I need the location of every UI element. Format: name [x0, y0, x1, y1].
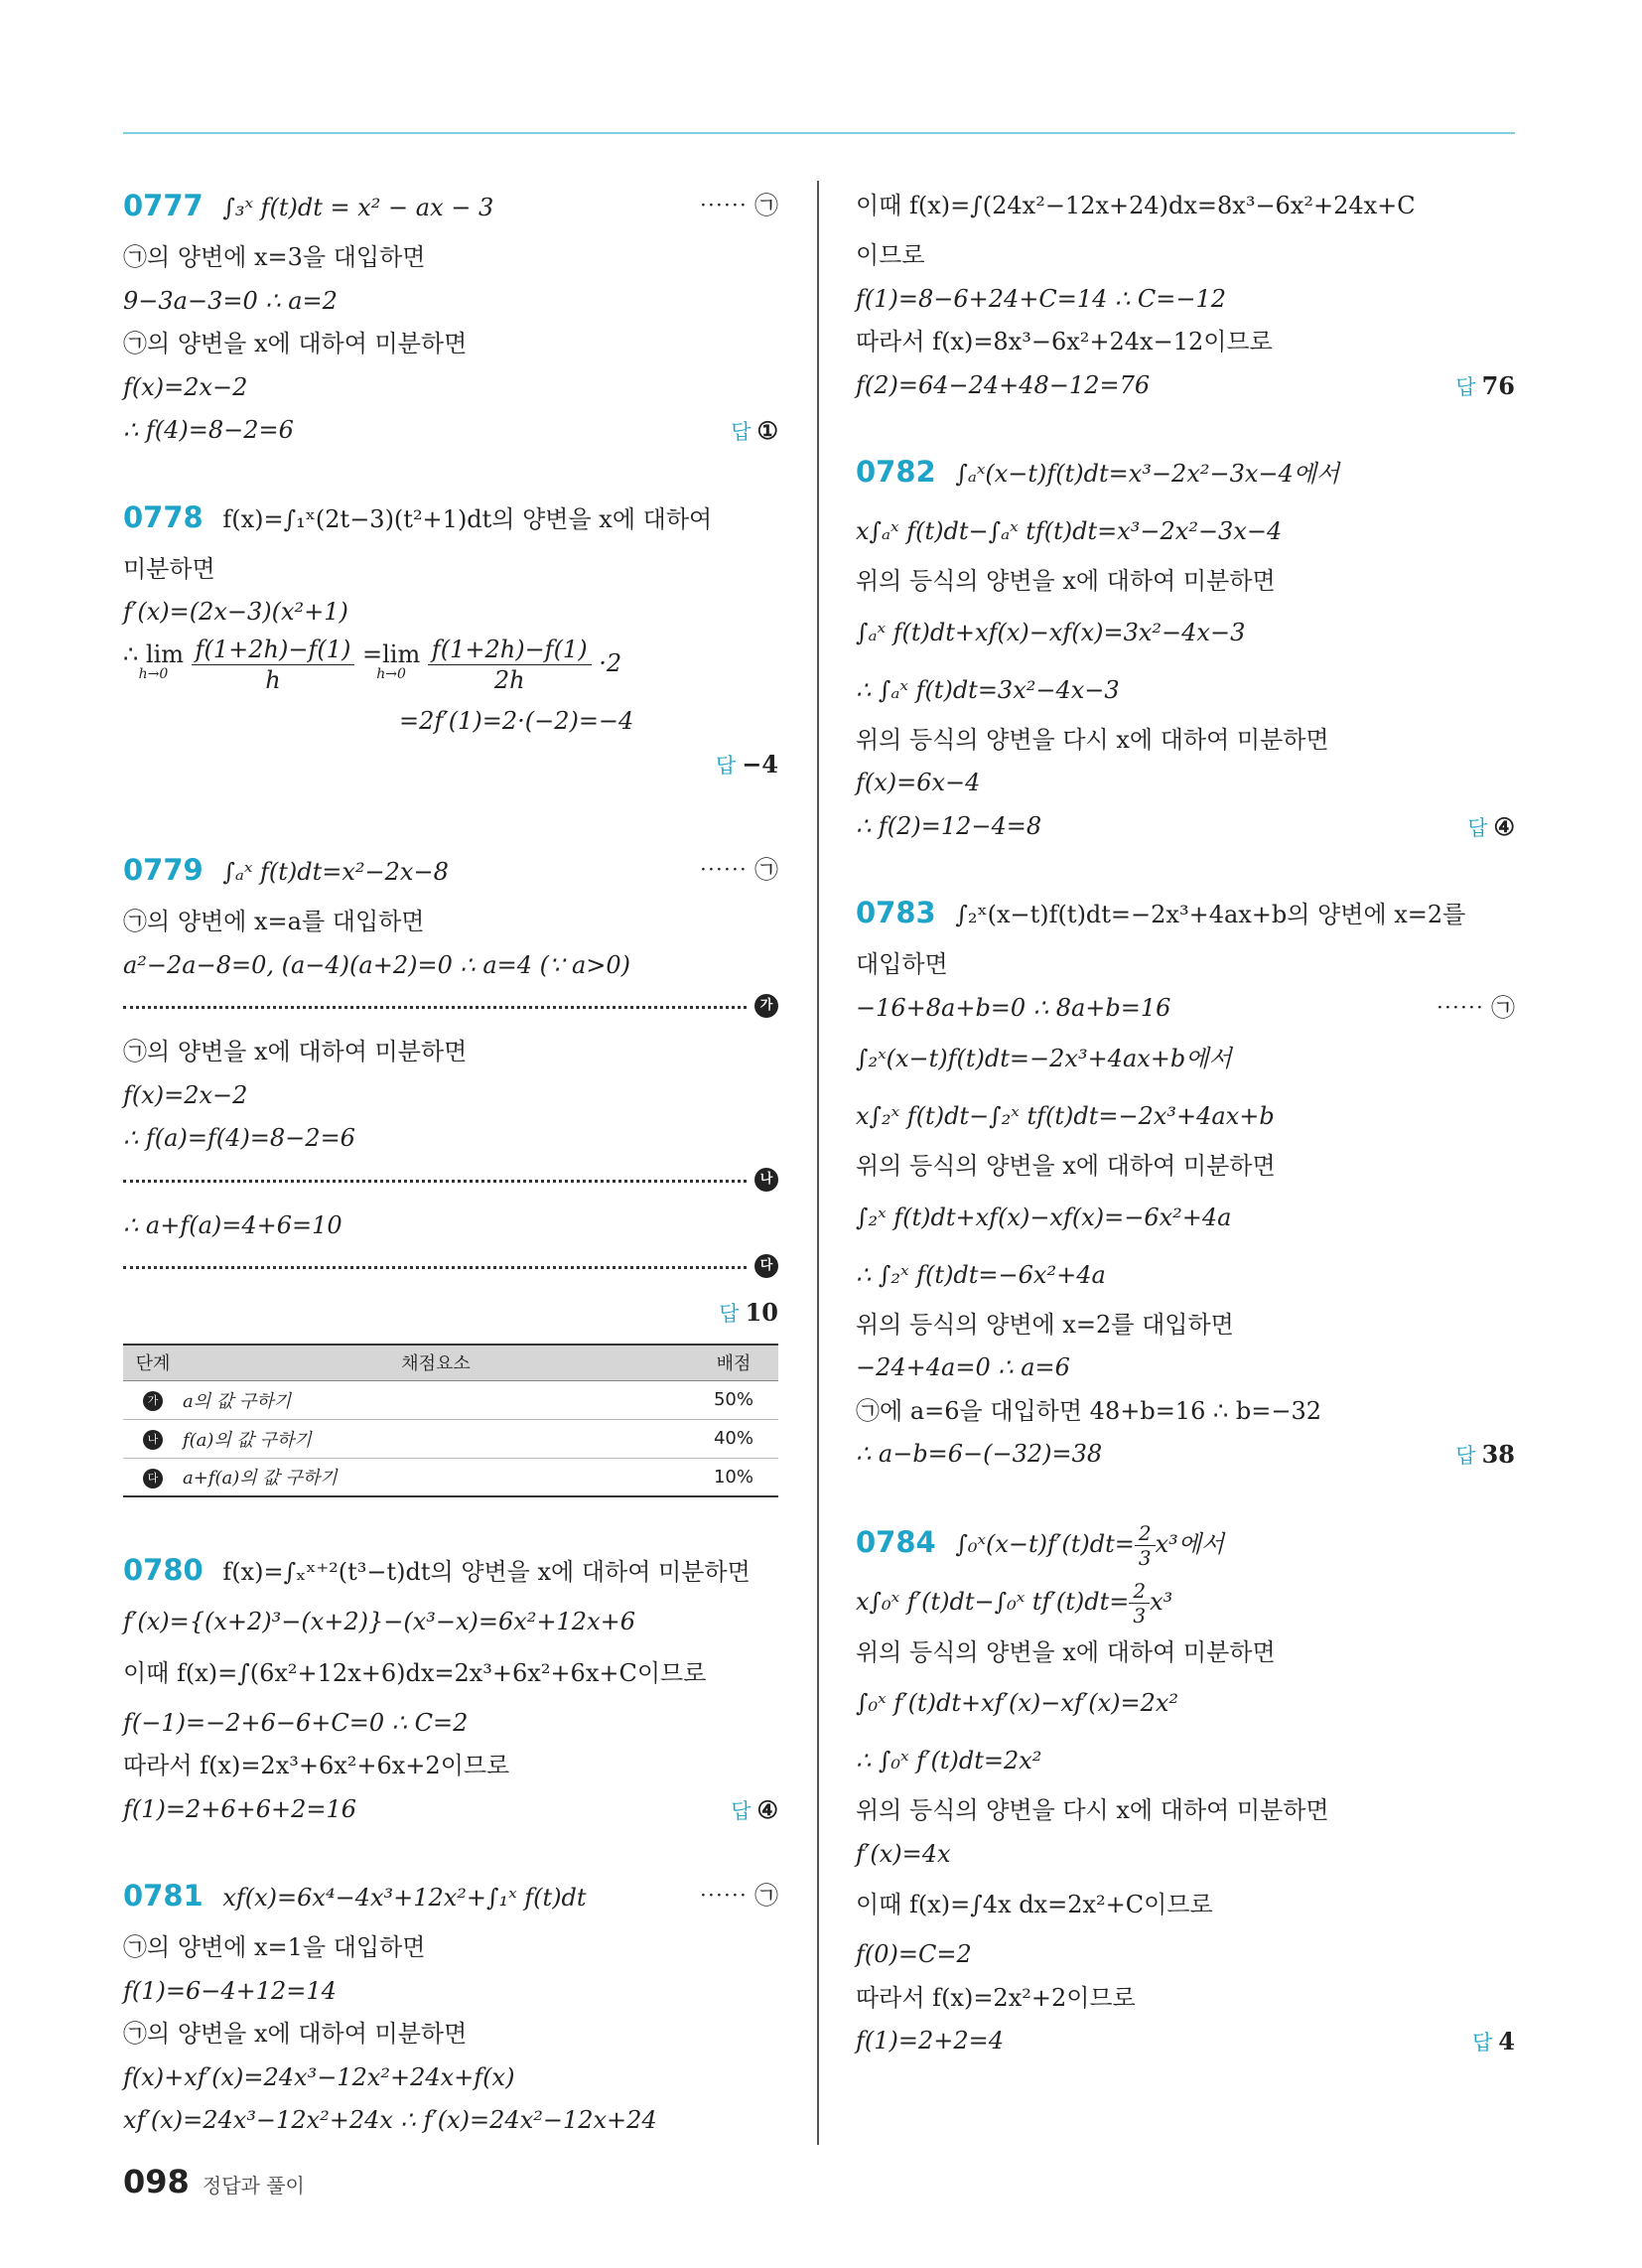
footer-title: 정답과 풀이 [202, 2174, 305, 2197]
answer [1472, 2020, 1515, 2065]
solution-line: f(2)=64−24+48−12=76 [856, 370, 1151, 399]
answer [716, 743, 778, 788]
ref-marker: ⋯⋯ ㉠ [699, 192, 778, 219]
solution-line: 위의 등식의 양변을 다시 x에 대하여 미분하면 [856, 1796, 1329, 1824]
step-marker: 가 [143, 1391, 163, 1411]
problem-number: 0779 [123, 853, 204, 887]
solution-line: f(x)=2x−2 [123, 1080, 248, 1109]
table-header: 채점요소 [183, 1345, 689, 1380]
limit-operator: =lim h→0 [362, 640, 421, 682]
solution-line: 이때 f(x)=∫(24x²−12x+24)dx=8x³−6x²+24x+C [856, 192, 1416, 219]
answer-label: 답 [731, 420, 752, 444]
table-cell: a의 값 구하기 [183, 1380, 689, 1419]
table-header: 단계 [123, 1345, 183, 1380]
solution-line: ∴ a−b=6−(−32)=38 [856, 1440, 1103, 1468]
solution-line: 이므로 [856, 241, 925, 269]
table-cell: a+f(a)의 값 구하기 [183, 1458, 689, 1496]
solution-line: 미분하면 [123, 554, 215, 583]
problem-number: 0783 [856, 896, 936, 929]
solution-line: f(1)=2+2=4 [856, 2027, 1005, 2055]
fraction: $\frac{f(1+2h)-f(1)}{h}$ [192, 635, 355, 695]
solution-line: x∫₂ˣ f(t)dt−∫₂ˣ tf(t)dt=−2x³+4ax+b [856, 1102, 1275, 1130]
equation: ∫ₐˣ(x−t)f(t)dt=x³−2x²−3x−4에서 [955, 460, 1340, 488]
solution-line: ∴ f(a)=f(4)=8−2=6 [123, 1124, 355, 1152]
solution-line: f(0)=C=2 [856, 1940, 972, 1968]
solution-line: ∫ₐˣ f(t)dt+xf(x)−xf(x)=3x²−4x−3 [856, 618, 1246, 646]
solution-line: ∫₀ˣ f′(t)dt+xf′(x)−xf′(x)=2x² [856, 1689, 1178, 1717]
table-header: 배점 [689, 1345, 778, 1380]
solution-line: 이때 f(x)=∫(6x²+12x+6)dx=2x³+6x²+6x+C이므로 [123, 1658, 707, 1687]
solution-line: ∴ ∫₀ˣ f′(t)dt=2x² [856, 1747, 1042, 1774]
solution-line: f(x)=2x−2 [123, 372, 248, 401]
problem-0782 [856, 443, 1515, 848]
equation: f(x)=∫₁ˣ(2t−3)(t²+1)dt의 양변을 x에 대하여 [222, 504, 713, 533]
step-ga-marker: 가 [754, 994, 778, 1018]
solution-line: 따라서 f(x)=8x³−6x²+24x−12이므로 [856, 328, 1273, 355]
problem-0778 [123, 489, 778, 786]
solution-line: xf′(x)=24x³−12x²+24x ∴ f′(x)=24x²−12x+24 [123, 2106, 657, 2134]
table-cell: 40% [689, 1419, 778, 1458]
solution-line: ㉠의 양변을 x에 대하여 미분하면 [123, 2020, 468, 2048]
table-row [123, 1380, 778, 1419]
step-separator [123, 1253, 778, 1283]
problem-number: 0777 [123, 189, 204, 222]
equation: xf(x)=6x⁴−4x³+12x²+∫₁ˣ f(t)dt [222, 1884, 587, 1912]
fraction: $\frac{f(1+2h)-f(1)}{2h}$ [428, 635, 592, 695]
header-rule [123, 132, 1515, 134]
answer-value: 10 [745, 1298, 778, 1327]
solution-line: =2f′(1)=2·(−2)=−4 [399, 706, 634, 735]
solution-line: f′(x)=(2x−3)(x²+1) [123, 598, 348, 626]
problem-0784: 0784 ∫₀ˣ(x−t)f′(t)dt= $\frac{2}{3}$ x³에서 x∫₀ˣ f′(t)dt−∫₀ˣ tf′(t)dt= $\frac{2}{3}$ x³ 위의 등식의 양변을 x에 대하여 미분하면 ∫₀ˣ f′(t)dt+xf′(x)−xf′(x)=2x² ∴ ∫₀ˣ f′(t)dt=2x² 위의 등식의 양변을 다시 x에 대하여 미분하면 f′(x)=4x 이때 f(x)=∫4x dx=2x²+C이므로 f(0)=C=2 따라서 f(x)=2x²+2이므로 f(1)=2+2=4 답 4 [856, 1512, 1515, 2063]
problem-number: 0780 [123, 1553, 204, 1587]
solution-line: 위의 등식의 양변을 x에 대하여 미분하면 [856, 1152, 1276, 1180]
solution-line: ∫₂ˣ(x−t)f(t)dt=−2x³+4ax+b에서 [856, 1045, 1232, 1072]
answer-value: 76 [1481, 370, 1515, 400]
table-row [123, 1458, 778, 1496]
table-cell: f(a)의 값 구하기 [183, 1419, 689, 1458]
solution-line: x∫₀ˣ f′(t)dt−∫₀ˣ tf′(t)dt= [856, 1587, 1130, 1616]
answer-value: 38 [1481, 1440, 1515, 1469]
answer [1467, 805, 1515, 851]
problem-number: 0784 [856, 1524, 936, 1559]
equation: ∫₃ˣ f(t)dt = x² − ax − 3 [222, 194, 494, 221]
solution-line: f(1)=8−6+24+C=14 ∴ C=−12 [856, 284, 1227, 313]
solution-line: f′(x)=4x [856, 1839, 951, 1868]
solution-line: ∫₂ˣ f(t)dt+xf(x)−xf(x)=−6x²+4a [856, 1203, 1232, 1231]
solution-line: 이때 f(x)=∫4x dx=2x²+C이므로 [856, 1891, 1213, 1918]
answer-label: 답 [1455, 1444, 1476, 1468]
answer-value: ① [756, 416, 778, 445]
solution-line: f′(x)={(x+2)³−(x+2)}−(x³−x)=6x²+12x+6 [123, 1608, 635, 1635]
problem-number: 0782 [856, 455, 936, 489]
answer-value: −4 [742, 750, 778, 779]
solution-line: 대입하면 [856, 950, 948, 978]
problem-0777 [123, 177, 778, 453]
problem-number: 0778 [123, 499, 204, 534]
step-na-marker: 나 [754, 1168, 778, 1192]
equation: ∫ₐˣ f(t)dt=x²−2x−8 [222, 858, 449, 886]
solution-line: ㉠의 양변을 x에 대하여 미분하면 [123, 330, 468, 357]
solution-line: f(x)+xf′(x)=24x³−12x²+24x+f(x) [123, 2062, 515, 2091]
page-footer [123, 2163, 305, 2200]
answer-value: 4 [1498, 2027, 1515, 2055]
step-marker: 나 [143, 1430, 163, 1450]
solution-line: 9−3a−3=0 ∴ a=2 [123, 286, 338, 315]
answer-label: 답 [1455, 374, 1476, 399]
problem-0781-continued [856, 177, 1515, 407]
step-marker: 다 [143, 1469, 163, 1488]
answer-value: ④ [756, 1794, 778, 1824]
solution-line: −16+8a+b=0 ∴ 8a+b=16 [856, 993, 1171, 1022]
answer [1455, 364, 1515, 410]
solution-line: 따라서 f(x)=2x³+6x²+6x+2이므로 [123, 1752, 510, 1779]
solution-line: −24+4a=0 ∴ a=6 [856, 1353, 1070, 1381]
ref-marker: ⋯⋯ ㉠ [1436, 993, 1515, 1022]
right-column [856, 177, 1515, 2099]
table-row [123, 1419, 778, 1458]
solution-line: ㉠에 a=6을 대입하면 48+b=16 ∴ b=−32 [856, 1396, 1321, 1425]
problem-0783 [856, 884, 1515, 1477]
ref-marker: ⋯⋯ ㉠ [699, 1882, 778, 1910]
problem-number: 0781 [123, 1879, 204, 1913]
solution-line: ㉠의 양변에 x=a를 대입하면 [123, 908, 425, 935]
scoring-table [123, 1344, 778, 1497]
answer-label: 답 [1472, 2031, 1493, 2055]
step-da-marker: 다 [754, 1254, 778, 1278]
answer [731, 1788, 778, 1834]
answer-label: 답 [731, 1798, 752, 1823]
answer-label: 답 [1467, 815, 1488, 840]
solution-line: 위의 등식의 양변을 x에 대하여 미분하면 [856, 567, 1276, 595]
solution-line: ∴ f(4)=8−2=6 [123, 416, 294, 444]
solution-line: f(−1)=−2+6−6+C=0 ∴ C=2 [123, 1708, 469, 1737]
answer [719, 1291, 778, 1337]
solution-line: a²−2a−8=0, (a−4)(a+2)=0 ∴ a=4 (∵ a>0) [123, 950, 630, 979]
solution-line: 위의 등식의 양변에 x=2를 대입하면 [856, 1310, 1234, 1339]
problem-0781 [123, 1867, 778, 2143]
equation: ∫₀ˣ(x−t)f′(t)dt= [955, 1529, 1135, 1558]
step-separator [123, 1167, 778, 1197]
answer-label: 답 [719, 1302, 740, 1326]
table-cell: 10% [689, 1458, 778, 1496]
solution-line: 따라서 f(x)=2x²+2이므로 [856, 1983, 1136, 2012]
limit-expression: ∴ lim h→0 $\frac{f(1+2h)-f(1)}{h}$ =lim h→0 $\frac{f(1+2h)-f(1)}{2h}$ ·2 [123, 635, 622, 694]
answer [731, 409, 778, 455]
problem-0780 [123, 1541, 778, 1831]
problem-0779 [123, 841, 778, 1497]
column-divider [817, 181, 819, 2145]
solution-line: f(1)=6−4+12=14 [123, 1976, 337, 2005]
solution-line: ∴ a+f(a)=4+6=10 [123, 1210, 342, 1239]
solution-line: ㉠의 양변에 x=3을 대입하면 [123, 243, 426, 271]
solution-line: ㉠의 양변을 x에 대하여 미분하면 [123, 1038, 468, 1065]
limit-operator: ∴ lim h→0 [123, 640, 185, 682]
equation: ∫₂ˣ(x−t)f(t)dt=−2x³+4ax+b의 양변에 x=2를 [955, 901, 1466, 928]
solution-line: ∴ f(2)=12−4=8 [856, 811, 1042, 840]
answer-label: 답 [715, 754, 737, 778]
solution-line: ∴ ∫ₐˣ f(t)dt=3x²−4x−3 [856, 675, 1120, 704]
left-column [123, 177, 778, 2179]
equation: f(x)=∫ₓˣ⁺²(t³−t)dt의 양변을 x에 대하여 미분하면 [222, 1558, 751, 1586]
solution-line: 위의 등식의 양변을 다시 x에 대하여 미분하면 [856, 725, 1329, 754]
fraction: $\frac{2}{3}$ [1135, 1521, 1156, 1570]
answer [1455, 1433, 1515, 1479]
solution-line: f(1)=2+6+6+2=16 [123, 1794, 357, 1823]
fraction: $\frac{2}{3}$ [1129, 1579, 1150, 1628]
table-cell: 50% [689, 1380, 778, 1419]
solution-line: 위의 등식의 양변을 x에 대하여 미분하면 [856, 1637, 1276, 1666]
page-number: 098 [123, 2163, 190, 2200]
solution-line: x∫ₐˣ f(t)dt−∫ₐˣ tf(t)dt=x³−2x²−3x−4 [856, 517, 1283, 545]
ref-marker: ⋯⋯ ㉠ [699, 856, 778, 884]
step-separator [123, 993, 778, 1023]
solution-line: f(x)=6x−4 [856, 769, 981, 796]
answer-value: ④ [1493, 811, 1515, 841]
solution-line: ∴ ∫₂ˣ f(t)dt=−6x²+4a [856, 1260, 1106, 1289]
solution-line: ㉠의 양변에 x=1을 대입하면 [123, 1933, 426, 1961]
